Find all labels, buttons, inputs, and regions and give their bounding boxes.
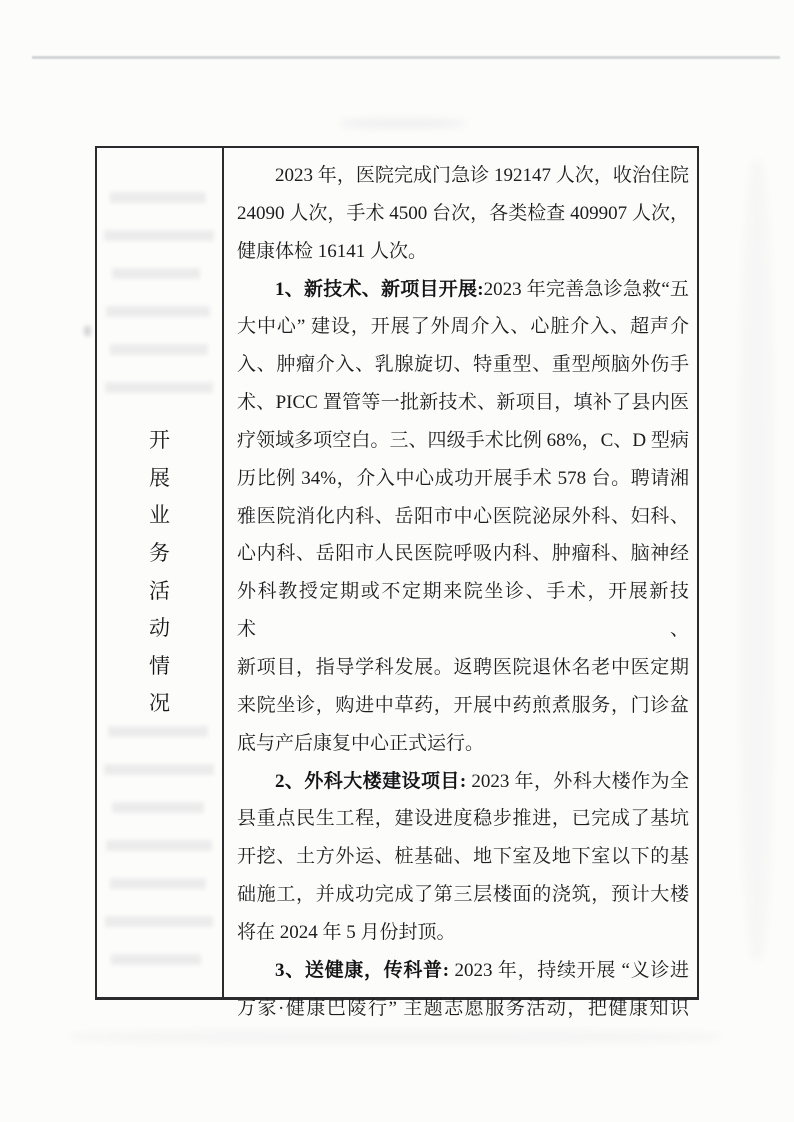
text-line: 将在 2024 年 5 月份封顶。 <box>237 921 456 943</box>
text-line: 大中心” 建设，开展了外周介入、心脏介入、超声介 <box>237 316 689 338</box>
title-char: 活 <box>149 578 170 603</box>
paragraph <box>237 271 689 763</box>
title-char: 动 <box>149 616 170 641</box>
text-line: 术、PICC 置管等一批新技术、新项目，填补了县内医 <box>237 392 689 414</box>
text-line: 来院坐诊，购进中草药，开展中药煎煮服务，门诊盆 <box>237 694 689 716</box>
text-line: 疗领域多项空白。三、四级手术比例 68%，C、D 型病 <box>237 429 689 451</box>
scan-artifact-smudge <box>740 160 774 960</box>
title-char: 业 <box>149 503 170 528</box>
text-line: 健康体检 16141 人次。 <box>237 240 428 262</box>
text-line: 县重点民生工程，建设进度稳步推进，已完成了基坑 <box>237 808 689 830</box>
text-line: 24090 人次，手术 4500 台次，各类检查 409907 人次， <box>237 202 689 224</box>
scan-artifact-smudge <box>70 1030 720 1044</box>
scan-artifact-smudge <box>340 119 465 128</box>
text-line: 万家·健康巴陵行” 主题志愿服务活动，把健康知识 <box>237 997 689 1019</box>
text-line: 开挖、土方外运、桩基础、地下室及地下室以下的基 <box>237 846 689 868</box>
text-line: 入、肿瘤介入、乳腺旋切、特重型、重型颅脑外伤手 <box>237 354 689 376</box>
report-table <box>95 146 699 1019</box>
paragraph <box>237 763 689 952</box>
row-header-cell <box>97 148 224 997</box>
text-line: 雅医院消化内科、岳阳市中心医院泌尿外科、妇科、 <box>237 505 689 527</box>
text-line: 外科教授定期或不定期来院坐诊、手术，开展新技术、 <box>237 581 689 641</box>
title-char: 务 <box>149 540 170 565</box>
text-line: 2023 年，医院完成门急诊 192147 人次，收治住院 <box>275 165 689 186</box>
text-line: 2、外科大楼建设项目: 2023 年，外科大楼作为全 <box>275 770 689 792</box>
text-line: 新项目，指导学科发展。返聘医院退休名老中医定期 <box>237 656 689 678</box>
scan-artifact-top-line <box>32 56 780 59</box>
title-char: 开 <box>149 428 170 453</box>
text-line: 底与产后康复中心正式运行。 <box>237 732 485 754</box>
bleed-through-mark <box>84 326 91 336</box>
section-title-vertical <box>97 148 222 997</box>
paragraph <box>237 952 689 1028</box>
text-line: 历比例 34%，介入中心成功开展手术 578 台。聘请湘 <box>237 467 689 489</box>
title-char: 况 <box>149 691 170 716</box>
table-body-text <box>237 157 689 1027</box>
text-line: 心内科、岳阳市人民医院呼吸内科、肿瘤科、脑神经 <box>237 543 689 565</box>
text-line: 3、送健康，传科普: 2023 年，持续开展 “义诊进 <box>275 959 690 981</box>
paragraph <box>237 157 689 271</box>
title-char: 展 <box>149 465 170 490</box>
section-body-cell <box>224 148 697 1019</box>
text-line: 1、新技术、新项目开展:2023 年完善急诊急救“五 <box>275 278 690 300</box>
title-char: 情 <box>149 653 170 678</box>
text-line: 础施工，并成功完成了第三层楼面的浇筑，预计大楼 <box>237 884 689 906</box>
